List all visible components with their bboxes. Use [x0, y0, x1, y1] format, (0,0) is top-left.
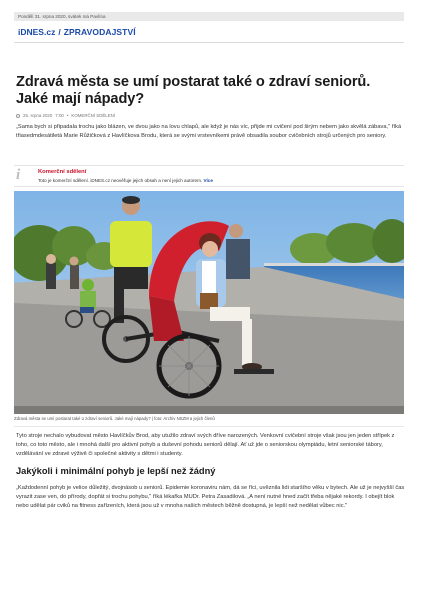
top-date-bar: [14, 12, 404, 21]
meta-separator: •: [66, 113, 69, 118]
caption-divider: [14, 426, 404, 427]
article-paragraph: „Každodenní pohyb je velice důležitý, dvojnásob u seniorů. Epidemie koronaviru nám, dá se říci, uvěznila lidi staršího věku v bytech. Ale už je nejvyšší čas vyrazit zase ven, do přírody, dopřát si trochu pohybu," říká lékařka MUDr. Petra Zasadilová. „A není nutné hned začít třeba nějaké rekordy. I obejít blok nebo udělat pár cviků na fitness zařízeních, která jsou už v mnoha našich městech běžně dostupná, je lepší než nedělat vůbec nic.": [16, 485, 405, 510]
article-perex: „Sama bych si připadala trochu jako blázen, ve dvou jako na lovu chlapů, ale když je nás víc, přijde mi cvičení pod širým nebem jako skvělá zábava," říká třiasedmdesátiletá Marie Růžičková z Havlíčkova Brodu, která se svými vrstevníkemi právě obsadila soubor cvičebních strojů určených pro seniory.: [16, 124, 402, 140]
article-photo[interactable]: [14, 191, 404, 414]
article-headline: Zdravá města se umí postarat také o zdraví seniorů. Jaké mají nápady?: [16, 74, 371, 107]
photo-caption: Zdravá města se umí postarat také o zdraví seniorů. Jaké mají nápady? | foto: Archiv NSZM a jejich členů: [14, 416, 215, 421]
commercial-notice-title: Komerční sdělení: [38, 169, 87, 175]
commercial-notice: [14, 165, 404, 187]
brand-separator: /: [58, 27, 61, 37]
photo-illustration: [14, 191, 404, 414]
article-paragraph: Tyto stroje nechalo vybudovat město Havlíčkův Brod, aby utužilo zdraví svých dříve narozených. Venkovní cvičební stroje však jsou jen jeden střípek z toho, co toto město, ale i mnohá další pro aktivní pohyb a duševní pohodu seniorů dělají. Ať už jde o seniorskou olympiádu, letní seniorské tábory, vzdělávání ve zdravé výživě či společné aktivity s dětmi i studenty.: [16, 433, 395, 458]
header-divider: [14, 42, 404, 43]
article-date: 25. srpna 2020: [23, 113, 53, 118]
section-link[interactable]: ZPRAVODAJSTVÍ: [63, 27, 136, 37]
idnes-logo[interactable]: iDNES.cz: [18, 27, 56, 37]
clock-icon: [16, 114, 20, 118]
info-icon: i: [16, 167, 21, 183]
article-time: 7:00: [55, 113, 64, 118]
more-link[interactable]: Více: [203, 178, 213, 183]
commercial-notice-text: [38, 178, 213, 183]
commercial-notice-body: Toto je komerční sdělení. iDNES.cz neověřuje jejich obsah a není jejich autorem.: [38, 178, 203, 183]
date-text: Pondělí 31. srpna 2020, svátek má Pavlína: [18, 14, 106, 19]
article-category[interactable]: KOMERČNÍ SDĚLENÍ: [71, 113, 116, 118]
article-subheading: Jakýkoli i minimální pohyb je lepší než žádný: [16, 466, 216, 476]
brand-header: [18, 26, 136, 38]
article-meta: [16, 113, 115, 118]
